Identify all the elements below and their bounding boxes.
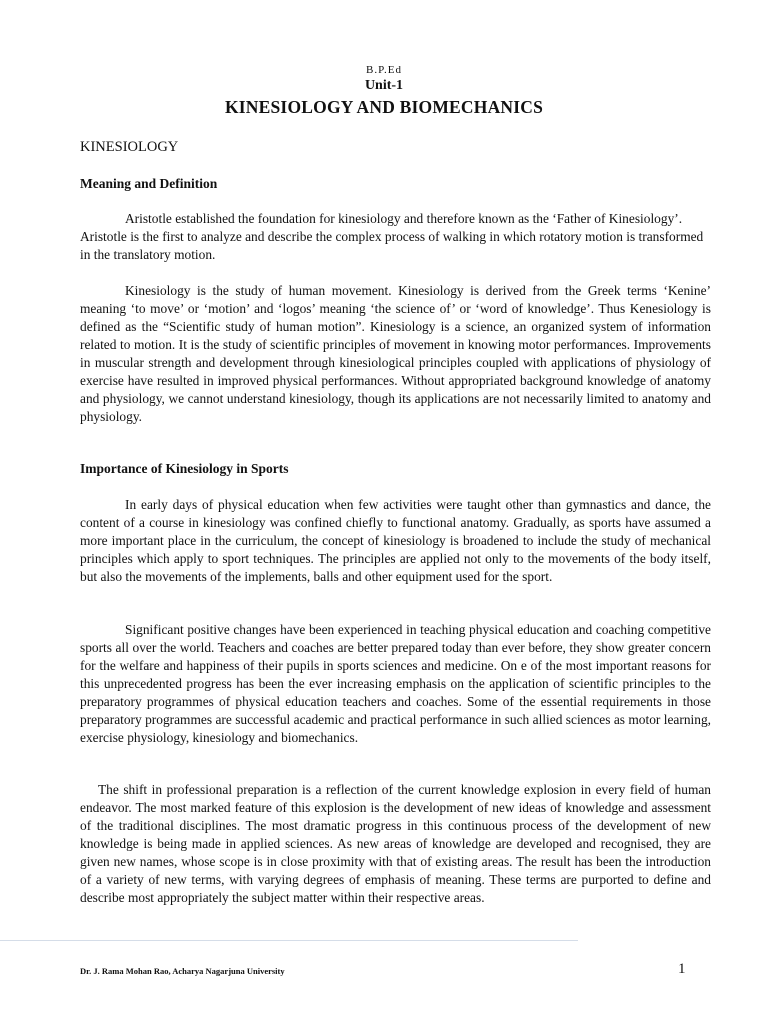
paragraph-early-days: In early days of physical education when few activities were taught other than gymnastics and dance, the content of a course in kinesiology was confined chiefly to functional anatomy. Gradually, as sports have assumed a more important place in the curriculum, the concept of kinesiology is broadened to include the study of mechanical principles which apply to sport techniques. The principles are applied not only to the movements of the body itself, but also the movements of the implements, balls and other equipment used for the sport.: [80, 497, 711, 584]
footer-divider: [0, 940, 578, 941]
section-heading-meaning: Meaning and Definition: [80, 176, 218, 191]
paragraph-aristotle: Aristotle established the foundation for kinesiology and therefore known as the ‘Father of Kinesiology’. Aristotle is the first to analyze and describe the complex process of walking in which rotatory motion is transformed in the translatory motion.: [80, 211, 704, 262]
paragraph-definition: Kinesiology is the study of human movement. Kinesiology is derived from the Greek terms ‘Kenine’ meaning ‘to move’ or ‘motion’ and ‘logos’ meaning ‘the science of’ or ‘word of knowledge’. Thus Kenesiology is defined as the “Scientific study of human motion”. Kinesiology is a science, an organized system of information related to motion. It is the study of scientific principles of movement in knowing motor performances. Improvements in muscular strength and development through kinesiological principles coupled with applications of physiology of exercise have resulted in improved physical performances. Without appropriated background knowledge of anatomy and physiology, we cannot understand kinesiology, though its applications are not necessarily limited to anatomy and physiology.: [80, 283, 711, 424]
page-number: 1: [678, 961, 686, 977]
program-label: B.P.Ed: [366, 64, 402, 76]
paragraph-positive-changes: Significant positive changes have been experienced in teaching physical education and coaching competitive sports all over the world. Teachers and coaches are better prepared today than ever before, they show greater concern for the welfare and happiness of their pupils in sports sciences and medicine. On e of the most important reasons for this unprecedented progress has been the ever increasing emphasis on the application of scientific principles to the preparatory programmes of physical education teachers and coaches. Some of the essential requirements in those preparatory programmes are successful academic and practical performance in such allied sciences as motor learning, exercise physiology, kinesiology and biomechanics.: [80, 622, 711, 745]
unit-label: Unit-1: [364, 78, 404, 93]
section-heading-importance: Importance of Kinesiology in Sports: [80, 461, 289, 476]
section-heading-kinesiology: KINESIOLOGY: [80, 139, 179, 155]
footer-author: Dr. J. Rama Mohan Rao, Acharya Nagarjuna University: [80, 966, 285, 976]
paragraph-professional-shift: The shift in professional preparation is a reflection of the current knowledge explosion in every field of human endeavor. The most marked feature of this explosion is the development of new ideas of knowledge and assessment of the traditional disciplines. The most dramatic progress in this continuous process of the development of new knowledge is being made in applied sciences. As new areas of knowledge are developed and recognised, they are given new names, whose scope is in close proximity with that of existing areas. The result has been the introduction of a variety of new terms, with varying degrees of emphasis of meaning. These terms are purported to define and describe most appropriately the subject matter within their respective areas.: [80, 782, 711, 905]
document-title: KINESIOLOGY AND BIOMECHANICS: [224, 97, 544, 117]
